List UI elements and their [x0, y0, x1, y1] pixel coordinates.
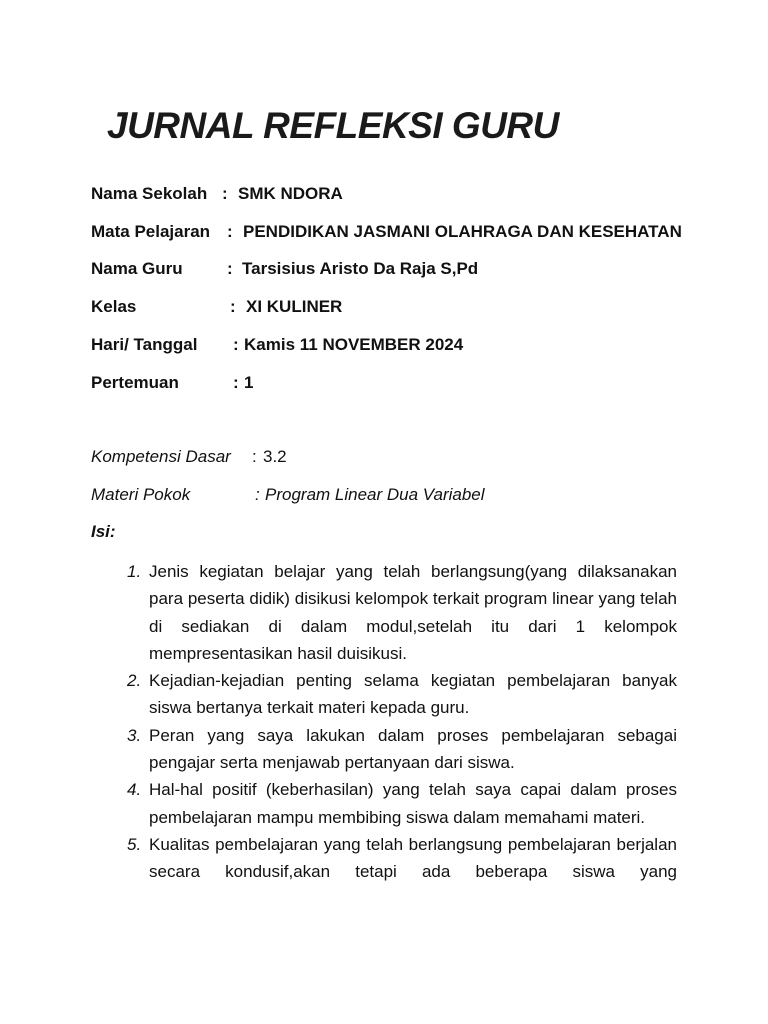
list-number: 2.: [127, 671, 142, 691]
reflection-list: [127, 558, 677, 886]
field-label: Kompetensi Dasar: [91, 447, 231, 466]
field-label: Materi Pokok: [91, 485, 191, 504]
field-label: Kelas: [91, 297, 137, 316]
field-separator: :: [227, 259, 233, 278]
list-text: Kejadian-kejadian penting selama kegiatan pembelajaran banyak siswa bertanya terkait materi kepada guru.: [149, 671, 677, 718]
list-item: [127, 667, 677, 722]
list-item: [127, 776, 677, 831]
list-text: Kualitas pembelajaran yang telah berlangsung pembelajaran berjalan secara kondusif,akan tetapi ada beberapa siswa yang: [149, 834, 677, 882]
field-separator: :: [233, 335, 239, 354]
field-pertemuan: [91, 372, 253, 394]
field-value: XI KULINER: [246, 297, 343, 316]
field-value: Kamis 11 NOVEMBER 2024: [244, 335, 464, 354]
field-nama-sekolah: [91, 183, 343, 205]
field-kompetensi-dasar: [91, 446, 287, 468]
field-label: Hari/ Tanggal: [91, 335, 198, 354]
field-value: 3.2: [263, 447, 287, 466]
field-value: PENDIDIKAN JASMANI OLAHRAGA DAN KESEHATAN: [243, 222, 682, 241]
field-separator: :: [252, 447, 257, 466]
isi-heading: Isi:: [91, 522, 116, 541]
list-text: Hal-hal positif (keberhasilan) yang telah saya capai dalam proses pembelajaran mampu membibing siswa dalam memahami materi.: [149, 780, 677, 827]
field-separator: :: [255, 485, 260, 504]
list-number: 5.: [127, 834, 142, 854]
field-value: 1: [244, 373, 254, 392]
field-value: SMK NDORA: [238, 184, 343, 203]
list-item: [127, 558, 677, 667]
field-label: Nama Sekolah: [91, 184, 208, 203]
field-hari-tanggal: [91, 334, 463, 356]
list-text: Jenis kegiatan belajar yang telah berlangsung(yang dilaksanakan para peserta didik) disikusi kelompok terkait program linear yang telah di sediakan di dalam modul,setelah itu dari 1 kelompok mempresentasikan hasil duisikusi.: [149, 562, 677, 663]
list-text: Peran yang saya lakukan dalam proses pembelajaran sebagai pengajar serta menjawab pertanyaan dari siswa.: [149, 725, 677, 773]
list-item: [127, 831, 677, 886]
list-number: 4.: [127, 780, 142, 800]
field-nama-guru: [91, 258, 478, 280]
document-title: JURNAL REFLEKSI GURU: [107, 105, 559, 146]
list-number: 3.: [127, 725, 142, 745]
field-label: Mata Pelajaran: [91, 222, 211, 241]
list-item: [127, 722, 677, 777]
field-separator: :: [230, 297, 236, 316]
field-separator: :: [222, 184, 228, 203]
field-label: Nama Guru: [91, 259, 183, 278]
field-label: Pertemuan: [91, 373, 179, 392]
field-value: Program Linear Dua Variabel: [265, 485, 485, 504]
list-number: 1.: [127, 562, 142, 581]
field-kelas: [91, 296, 342, 318]
field-separator: :: [233, 373, 239, 392]
field-mata-pelajaran: [91, 221, 682, 243]
field-separator: :: [227, 222, 233, 241]
field-materi-pokok: [91, 484, 485, 506]
field-value: Tarsisius Aristo Da Raja S,Pd: [242, 259, 479, 278]
